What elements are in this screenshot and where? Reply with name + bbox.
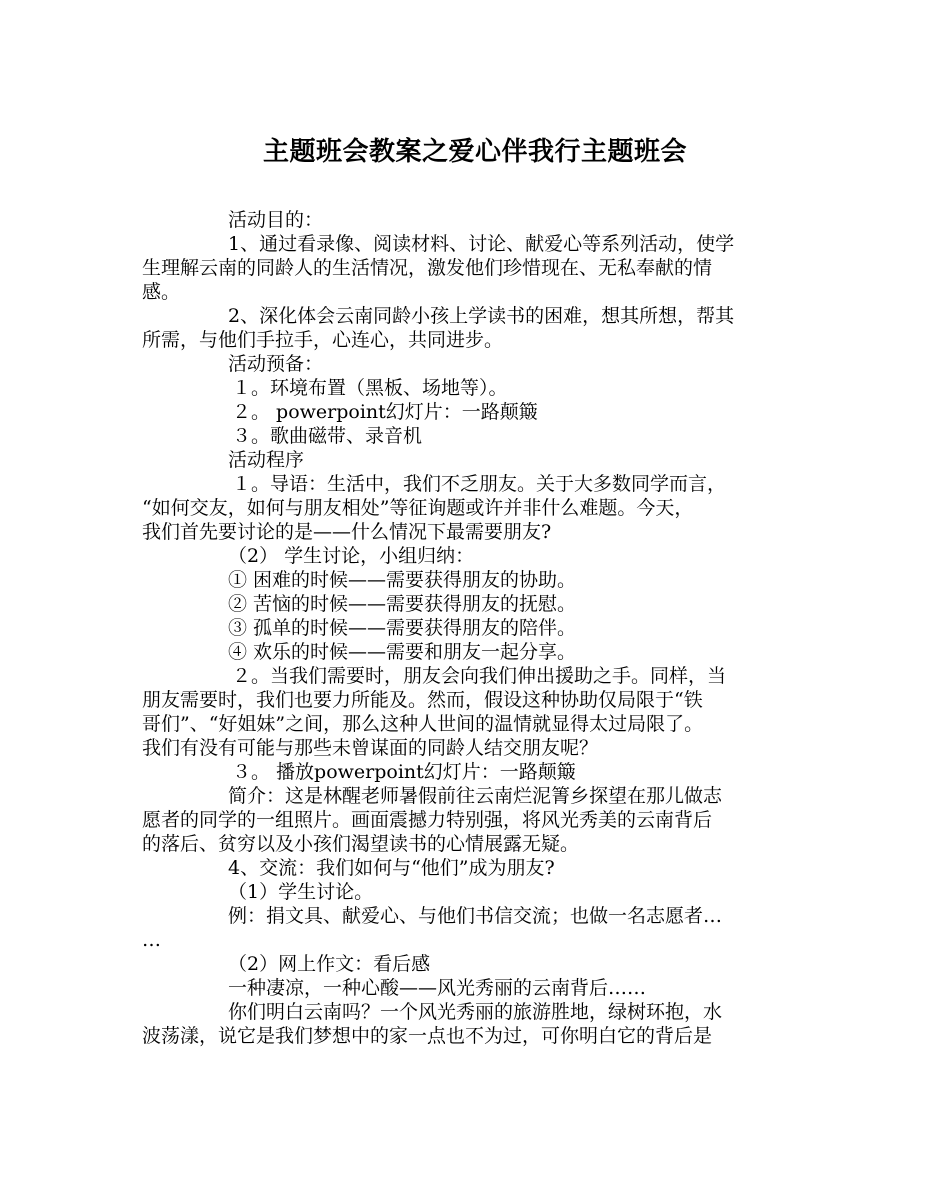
paragraph-line: ２。当我们需要时，朋友会向我们伸出援助之手。同样，当: [232, 665, 727, 687]
paragraph-line: 哥们”、“好姐妹”之间，那么这种人世间的温情就显得太过局限了。: [142, 713, 704, 735]
paragraph-line: 生理解云南的同龄人的生活情况，激发他们珍惜现在、无私奉献的情: [142, 257, 713, 279]
paragraph-line: １。导语：生活中，我们不乏朋友。关于大多数同学而言，: [232, 473, 727, 495]
list-item: １。环境布置（黑板、场地等）。: [232, 377, 508, 399]
list-item: ④ 欢乐的时候——需要和朋友一起分享。: [228, 641, 577, 663]
list-item: ２。 powerpoint幻灯片：一路颠簸: [232, 401, 538, 423]
list-item: ３。歌曲磁带、录音机: [232, 425, 423, 447]
paragraph-line: 简介：这是林醒老师暑假前往云南烂泥箐乡探望在那儿做志: [228, 785, 723, 807]
list-item: ③ 孤单的时候——需要获得朋友的陪伴。: [228, 617, 577, 639]
section-heading-purpose: 活动目的：: [228, 209, 324, 231]
list-item: ① 困难的时候——需要获得朋友的协助。: [228, 569, 577, 591]
paragraph-line: 愿者的同学的一组照片。画面震撼力特别强，将风光秀美的云南背后: [142, 809, 713, 831]
document-body: [142, 208, 826, 1048]
paragraph-line: 波荡漾，说它是我们梦想中的家一点也不为过，可你明白它的背后是: [142, 1025, 713, 1047]
paragraph-line: （2）网上作文：看后感: [228, 953, 431, 975]
paragraph-line: 4、交流：我们如何与“他们”成为朋友?: [228, 857, 555, 879]
paragraph-line: （2） 学生讨论，小组归纳：: [228, 545, 475, 567]
paragraph-line: 1、通过看录像、阅读材料、讨论、献爱心等系列活动，使学: [228, 233, 735, 255]
paragraph-line: 所需，与他们手拉手，心连心，共同进步。: [142, 329, 504, 351]
paragraph-line: 朋友需要时，我们也要力所能及。然而，假设这种协助仅局限于“铁: [142, 689, 703, 711]
paragraph-line: ３。 播放powerpoint幻灯片：一路颠簸: [232, 761, 576, 783]
paragraph-line: 一种凄凉，一种心酸——风光秀丽的云南背后……: [228, 977, 647, 999]
paragraph-line: 2、深化体会云南同龄小孩上学读书的困难，想其所想，帮其: [228, 305, 735, 327]
paragraph-line: 的落后、贫穷以及小孩们渴望读书的心情展露无疑。: [142, 833, 580, 855]
paragraph-line: （1）学生讨论。: [228, 881, 374, 903]
paragraph-line: 例：捐文具、献爱心、与他们书信交流；也做一名志愿者…: [228, 905, 723, 927]
paragraph-line: 感。: [142, 281, 181, 303]
section-heading-procedure: 活动程序: [228, 449, 305, 471]
list-item: ② 苦恼的时候——需要获得朋友的抚慰。: [228, 593, 577, 615]
paragraph-line: “如何交友，如何与朋友相处”等征询题或许并非什么难题。今天，: [142, 497, 694, 519]
section-heading-preparation: 活动预备：: [228, 353, 324, 375]
paragraph-line: 你们明白云南吗？一个风光秀丽的旅游胜地，绿树环抱，水: [228, 1001, 723, 1023]
document-title: 主题班会教案之爱心伴我行主题班会: [262, 137, 687, 167]
paragraph-line: 我们首先要讨论的是——什么情况下最需要朋友?: [142, 521, 552, 543]
paragraph-line: 我们有没有可能与那些未曾谋面的同龄人结交朋友呢？: [142, 737, 599, 759]
paragraph-line: …: [142, 929, 161, 951]
